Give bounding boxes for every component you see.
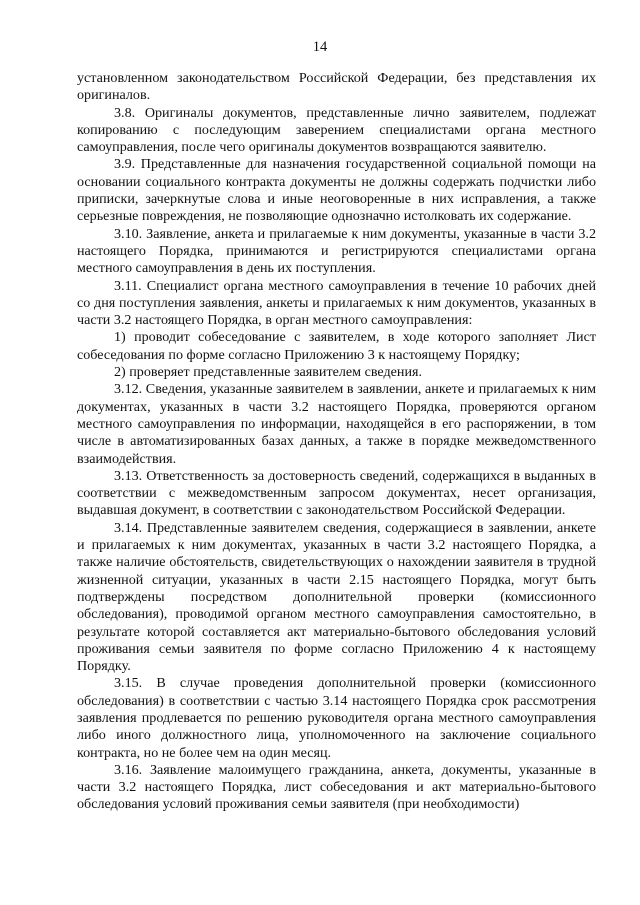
paragraph-3-11-item-1: 1) проводит собеседование с заявителем, в ходе которого заполняет Лист собеседования по форме согласно Приложению 3 к настоящему Порядку; [77, 329, 596, 363]
paragraph-continuation: установленном законодательством Российской Федерации, без представления их оригиналов. [77, 70, 596, 104]
paragraph-3-10: 3.10. Заявление, анкета и прилагаемые к ним документы, указанные в части 3.2 настоящего Порядка, принимаются и регистрируются специалистами органа местного самоуправления в день их поступления. [77, 225, 596, 277]
paragraph-3-8: 3.8. Оригиналы документов, представленные лично заявителем, подлежат копированию с последующим заверением специалистами органа местного самоуправления, после чего оригиналы документов возвращаются заявителю. [77, 104, 596, 156]
page-number: 14 [312, 39, 328, 55]
paragraph-3-9: 3.9. Представленные для назначения государственной социальной помощи на основании социального контракта документы не должны содержать подчистки либо приписки, зачеркнутые слова и иные неоговоренные в них исправления, а также серьезные повреждения, не позволяющие однозначно истолковать их содержание. [77, 156, 596, 225]
paragraph-3-11: 3.11. Специалист органа местного самоуправления в течение 10 рабочих дней со дня поступления заявления, анкеты и прилагаемых к ним документов, указанных в части 3.2 настоящего Порядка, в орган местного самоуправления: [77, 277, 596, 329]
paragraph-3-14: 3.14. Представленные заявителем сведения, содержащиеся в заявлении, анкете и прилагаемых к ним документах, указанных в части 3.2 настоящего Порядка, а также наличие обстоятельств, свидетельствующих о нахождении заявителя в трудной жизненной ситуации, указанных в части 2.15 настоящего Порядка, могут быть подтверждены посредством дополнительной проверки (комиссионного обследования), проводимой органом местного самоуправления самостоятельно, в результате которой составляется акт материально-бытового обследования условий проживания семьи заявителя по форме согласно Приложению 4 к настоящему Порядку. [77, 519, 596, 675]
paragraph-3-13: 3.13. Ответственность за достоверность сведений, содержащихся в выданных в соответствии с межведомственным запросом документах, несет организация, выдавшая документ, в соответствии с законодательством Российской Федерации. [77, 467, 596, 519]
document-body [77, 70, 596, 814]
paragraph-3-15: 3.15. В случае проведения дополнительной проверки (комиссионного обследования) в соответствии с частью 3.14 настоящего Порядка срок рассмотрения заявления продлевается по решению руководителя органа местного самоуправления либо иного должностного лица, уполномоченного на заключение социального контракта, но не более чем на один месяц. [77, 675, 596, 761]
paragraph-3-12: 3.12. Сведения, указанные заявителем в заявлении, анкете и прилагаемых к ним документах, указанных в части 3.2 настоящего Порядка, проверяются органом местного самоуправления по информации, находящейся в его распоряжении, в том числе в автоматизированных базах данных, а также в порядке межведомственного взаимодействия. [77, 381, 596, 467]
paragraph-3-11-item-2: 2) проверяет представленные заявителем сведения. [114, 364, 423, 381]
paragraph-3-16: 3.16. Заявление малоимущего гражданина, анкета, документы, указанные в части 3.2 настоящего Порядка, лист собеседования и акт материально-бытового обследования условий проживания семьи заявителя (при необходимости) [77, 761, 596, 813]
